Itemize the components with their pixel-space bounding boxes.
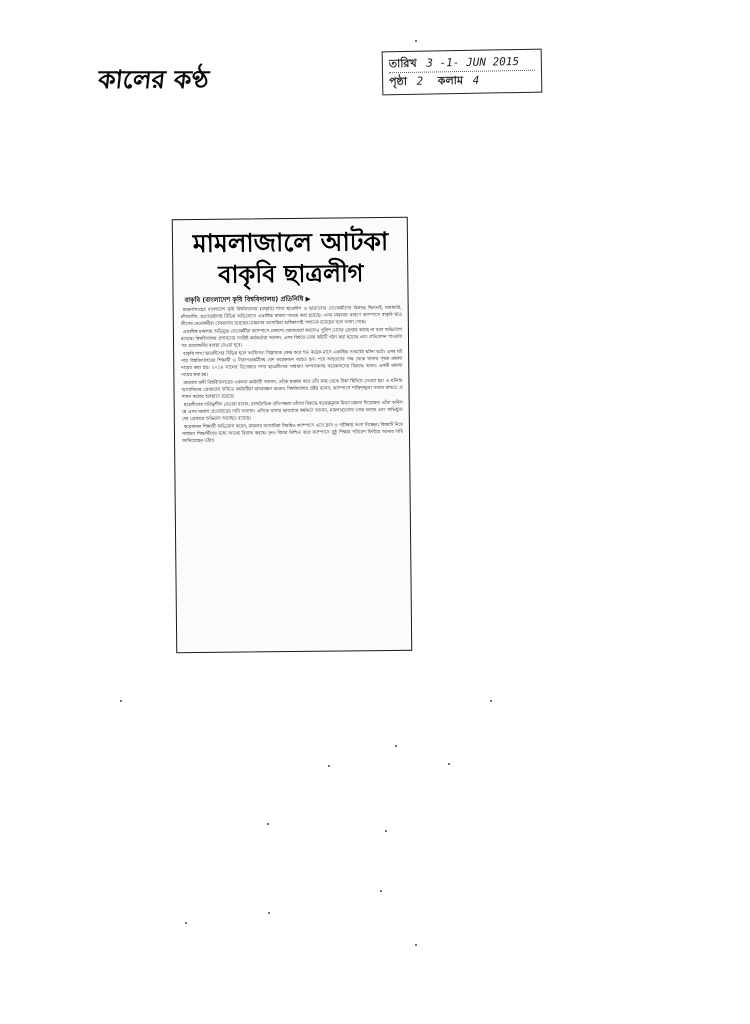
article-paragraph: কয়েকজন শিক্ষার্থী অভিযোগ করেন, মামলার আসামিরা নিয়মিত ক্যাম্পাসে এসে ক্লাস ও পরীক্ষায় অংশ নিচ্ছেন। বিষয়টি নিয়ে সাধারণ শিক্ষার্থীদের মধ্যে আতঙ্ক বিরাজ করছে। দ্রুত বিচার নিশ্চিত করে ক্যাম্পাসে সুষ্ঠু শিক্ষার পরিবেশ ফিরিয়ে আনার দাবি জানিয়েছেন তাঁরা।: [181, 422, 404, 445]
scan-speck: [267, 823, 269, 825]
scan-speck: [380, 890, 382, 892]
scan-speck: [415, 944, 417, 946]
stamp-column-value: 4: [472, 73, 480, 87]
stamp-page-row: [389, 71, 535, 91]
stamp-column-label: কলাম: [437, 73, 464, 88]
stamp-date-label: তারিখ: [388, 56, 417, 71]
article-paragraph: বাকৃবি শাখা ছাত্রলীগের বিভিন্ন হলে আধিপত্য বিস্তারকে কেন্দ্র করে গত কয়েক মাসে একাধিক সংঘর্ষের ঘটনা ঘটে। এসব ঘটনায় বিশ্ববিদ্যালয়ের শিক্ষার্থী ও নিরাপত্তাকর্মীসহ বেশ কয়েকজন আহত হন। পরে আহতদের পক্ষ থেকে থানায় পৃথক মামলা দায়ের করা হয়। ২০১৪ সালের ডিসেম্বরে শাখা ছাত্রলীগের সাধারণ সম্পাদকসহ কয়েকজনের বিরুদ্ধে আরও একটি মামলা দায়ের করা হয়।: [181, 349, 403, 379]
article-paragraph: ছাত্রলীগের দায়িত্বশীল নেতারা বলেন, রাজনৈতিক প্রতিপক্ষরা তাঁদের বিরুদ্ধে ষড়যন্ত্রমূলক মিথ্যা মামলা দিয়েছেন। তাঁরা অবিলম্বে এসব মামলা প্রত্যাহারের দাবি জানান। এদিকে থানার ভারপ্রাপ্ত কর্মকর্তা জানান, মামলাগুলোর তদন্ত চলছে এবং অভিযুক্তদের গ্রেপ্তারে অভিযান অব্যাহত রয়েছে।: [181, 400, 403, 423]
scan-speck: [395, 745, 397, 747]
news-clipping: [172, 217, 413, 653]
scan-speck: [490, 700, 492, 702]
headline-line-1: মামলাজালে আটকা: [192, 226, 389, 259]
scan-speck: [120, 700, 122, 702]
stamp-page-value: 2: [416, 74, 424, 88]
article-paragraph: একাধিক মামলায় অভিযুক্ত নেতাকর্মীরা ক্যাম্পাসে প্রকাশ্যে ঘোরাফেরা করলেও পুলিশ তাদের গ্রেপ্তার করছে না বলে অভিযোগ রয়েছে। বিশ্ববিদ্যালয় প্রশাসনের সংশ্লিষ্ট কর্মকর্তারা জানান, এসব বিষয়ে তদন্ত কমিটি গঠন করা হয়েছে এবং প্রতিবেদন পাওয়ার পর প্রয়োজনীয় ব্যবস্থা নেওয়া হবে।: [180, 327, 403, 350]
stamp-date-value: 3 -1- JUN 2015: [426, 55, 520, 70]
scan-speck: [268, 912, 270, 914]
date-stamp: [382, 49, 543, 96]
article-byline: বাকৃবি (বাংলাদেশ কৃষি বিশ্ববিদ্যালয়) প্রতিনিধি ▶: [184, 294, 311, 305]
scan-speck: [385, 830, 387, 832]
stamp-page-label: পৃষ্ঠা: [389, 74, 408, 89]
article-paragraph: মামলার বাদী বিশ্ববিদ্যালয়ের একজন কর্মচারী জানান, তাঁকে মারধর করে তাঁর কাছ থেকে টাকা ছিনিয়ে নেওয়া হয়। এ ঘটনায় আসামিদের গ্রেপ্তারের দাবিতে কর্মচারীরা মানববন্ধন করেন। বিশ্ববিদ্যালয় প্রক্টর বলেন, ক্যাম্পাসে শান্তিশৃঙ্খলা বজায় রাখতে প্রশাসন কঠোর অবস্থানে রয়েছে।: [181, 378, 403, 401]
scan-speck: [328, 765, 330, 767]
article-paragraph: ময়মনসিংহের বাংলাদেশ কৃষি বিশ্ববিদ্যালয় (বাকৃবি) শাখা ছাত্রলীগ ও ছাত্রদলের নেতাকর্মীদের বিরুদ্ধে ছিনতাই, মারামারি, চাঁদাবাজি, হত্যাচেষ্টাসহ বিভিন্ন অভিযোগে একাধিক মামলা দায়ের করা হয়েছে। এসব মামলার কারণে ক্যাম্পাসে বাকৃবি ছাত্রলীগের নেতাকর্মীরা বেকায়দায় রয়েছেন। মামলার আসামিরা অধিকাংশই পলাতক রয়েছেন বলে জানা গেছে।: [180, 305, 402, 328]
scan-speck: [448, 763, 450, 765]
scan-speck: [415, 40, 417, 42]
newspaper-logo: কালের কণ্ঠ: [96, 65, 211, 94]
clipping-headline: [180, 226, 402, 290]
article-body: [181, 305, 406, 647]
scan-speck: [185, 922, 187, 924]
headline-line-2: বাকৃবি ছাত্রলীগ: [218, 258, 364, 289]
